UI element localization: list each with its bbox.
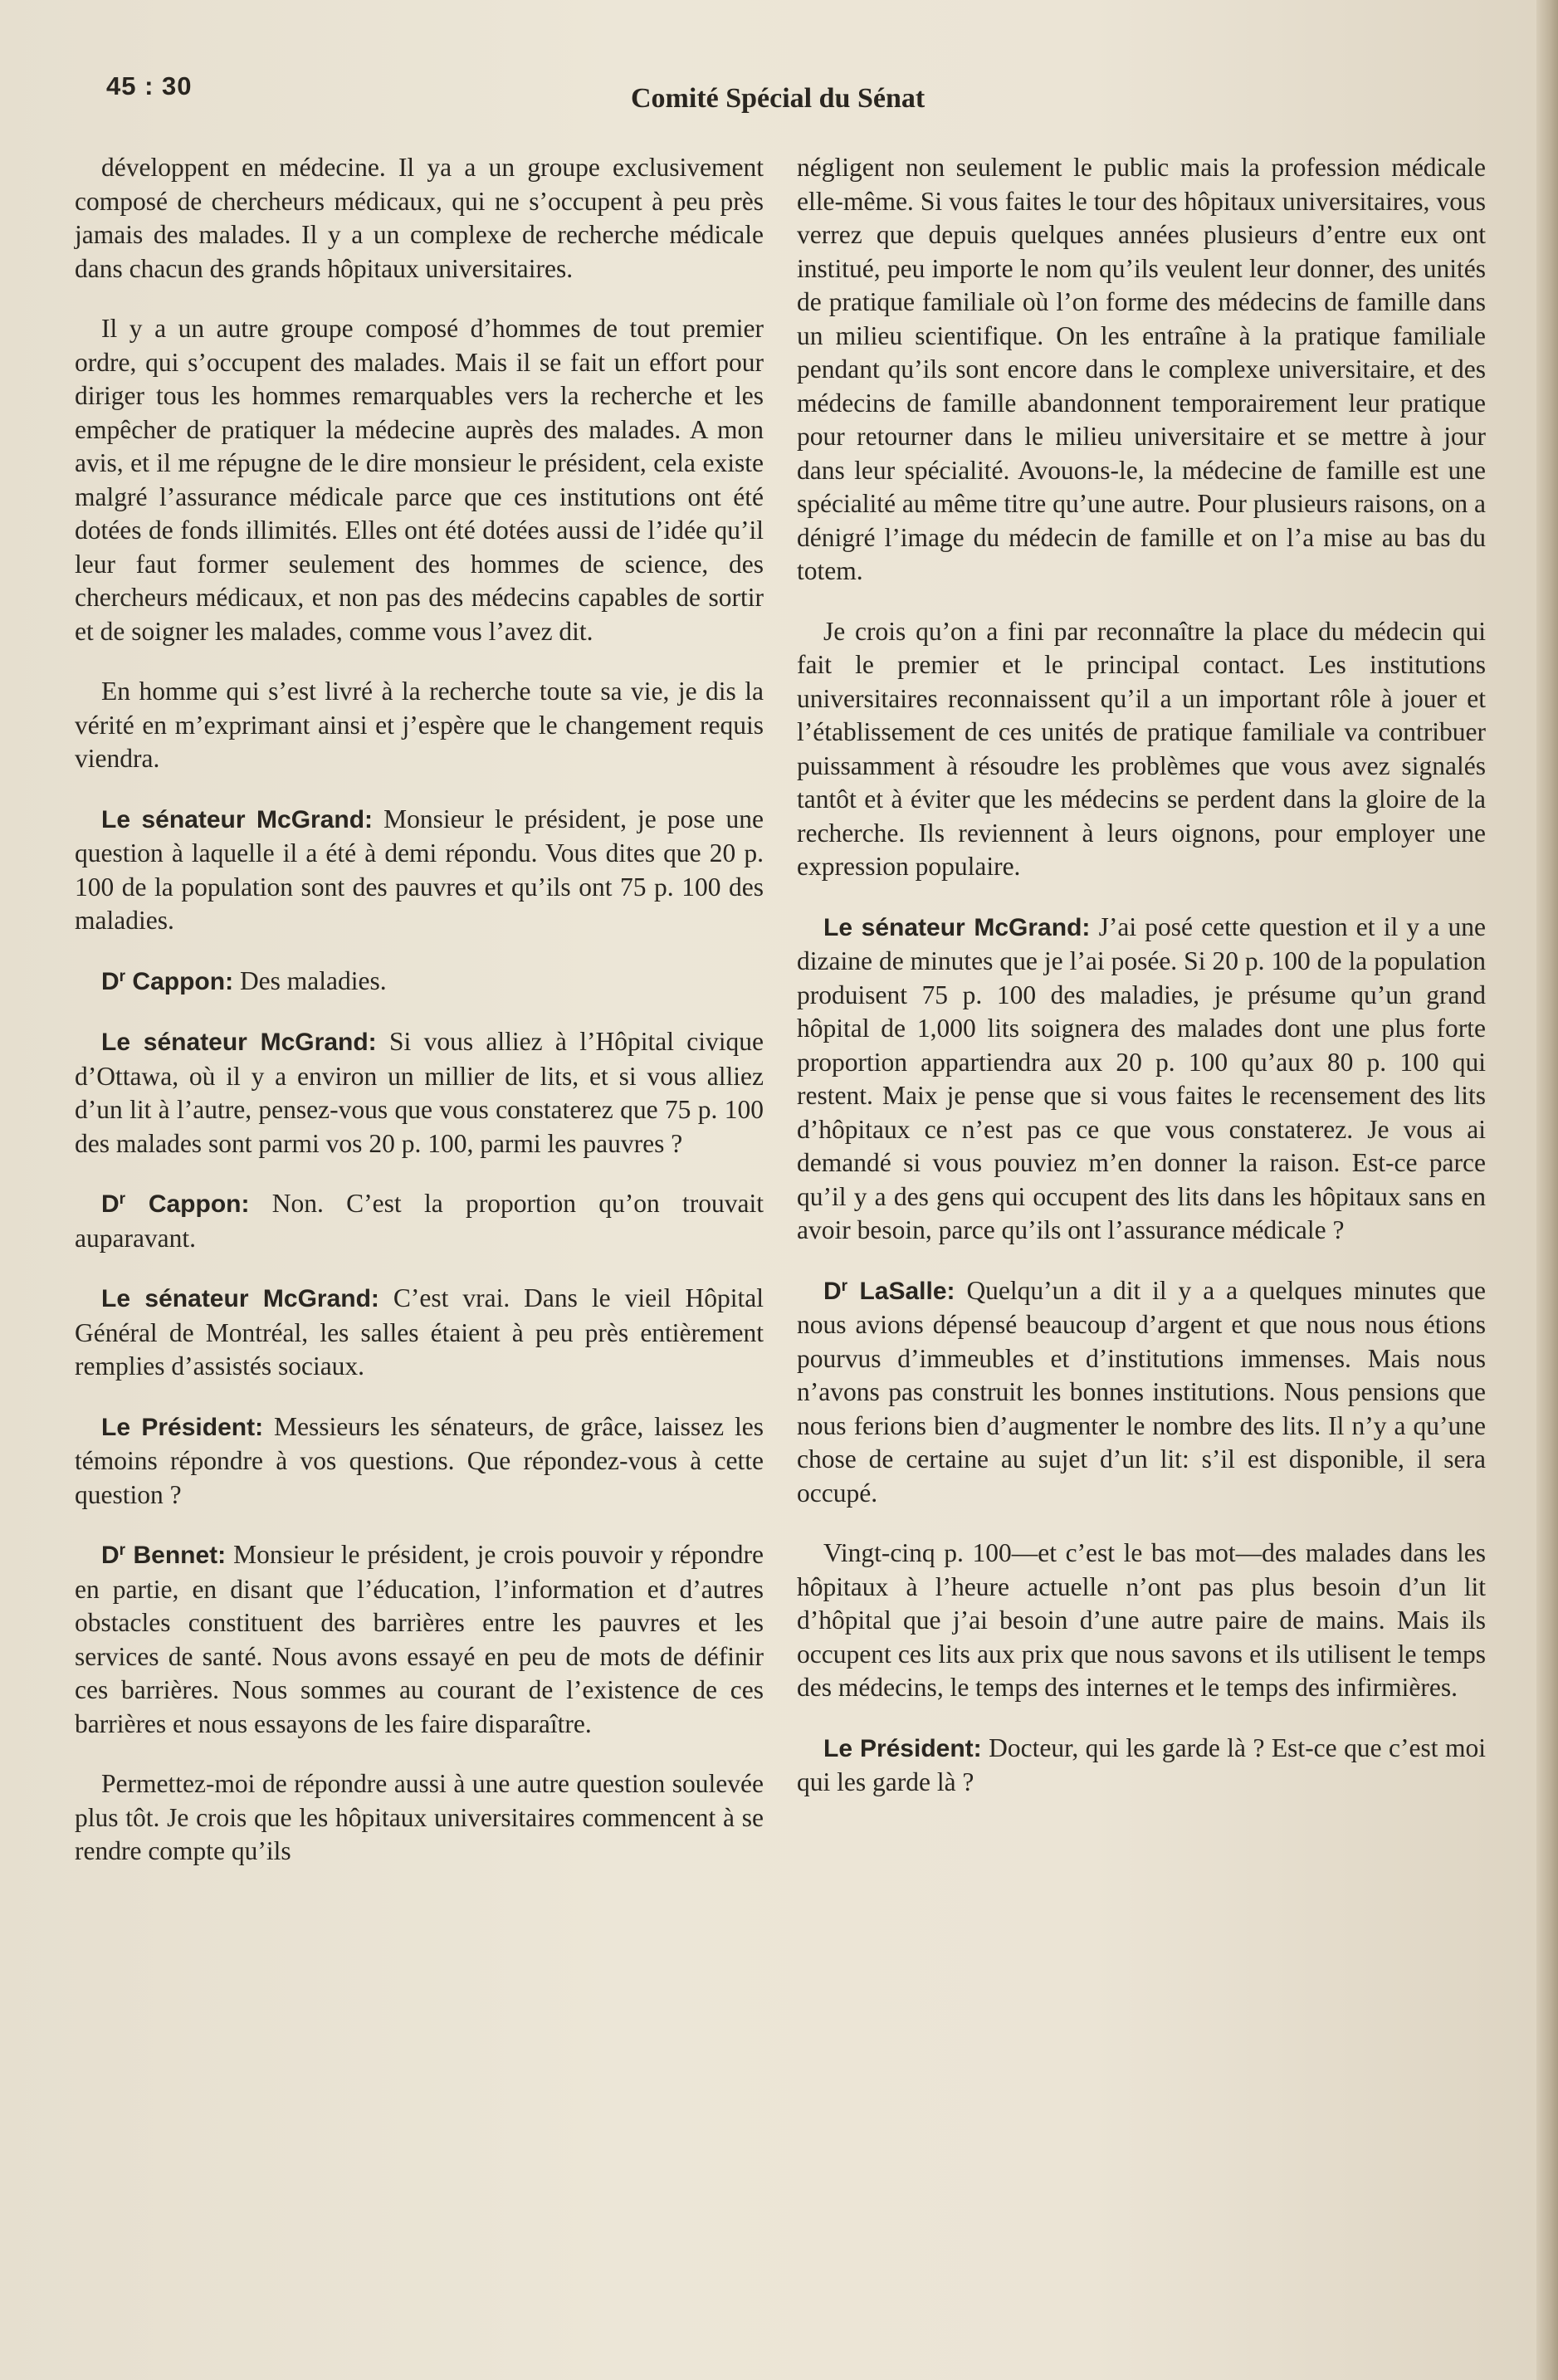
- paragraph-text: négligent non seulement le public mais la profession médicale elle-même. Si vous faites le tour des hôpitaux universitaires, vous verrez que depuis quelques années plusieurs d’entre eux ont institué, peu importe le nom qu’ils veulent leur donner, des unités de pratique familiale où l’on forme des médecins de famille dans un milieu scientifique. On les entraîne à la pratique familiale pendant qu’ils sont encore dans le complexe universitaire, et des médecins de famille abandonnent temporairement leur pratique pour retourner dans le milieu universitaire et se mettre à jour dans leur spécialité. Avouons-le, la médecine de famille est une spécialité au même titre qu’une autre. Pour plusieurs raisons, on a dénigré l’image du médecin de famille et on l’a mise au bas du totem.: [797, 153, 1486, 585]
- speaker-surname: Cappon:: [148, 1190, 250, 1218]
- speaker-name: [101, 1190, 249, 1218]
- speaker-title-superscript: r: [119, 1542, 126, 1559]
- paragraph: [797, 1537, 1486, 1705]
- right-column: [797, 151, 1486, 1826]
- speaker-surname: LaSalle:: [859, 1277, 955, 1305]
- paragraph: [75, 312, 764, 648]
- speaker-name: [823, 1278, 955, 1305]
- speech-text: Docteur, qui les garde là ? Est-ce que c’est moi qui les garde là ?: [797, 1732, 1486, 1796]
- paragraph: [75, 151, 764, 286]
- speaker-name: Le sénateur McGrand:: [101, 1285, 379, 1312]
- speech-paragraph: [75, 965, 764, 999]
- running-head: Comité Spécial du Sénat: [631, 83, 926, 114]
- speaker-name: Le sénateur McGrand:: [101, 1029, 377, 1056]
- speaker-name: Le Président:: [823, 1734, 982, 1762]
- speech-text: J’ai posé cette question et il y a une dizaine de minutes que je l’ai posée. Si 20 p. 100 de la population produisent 75 p. 100 des maladies, je présume qu’un grand hôpital de 1,000 lits soignera des malades dont une plus forte proportion appartiendra aux 20 p. 100 qu’aux 80 p. 100 qui restent. Maix je pense que si vous faites le recensement des lits d’hôpitaux ce n’est pas ce que vous constaterez. Je vous ai demandé si vous pouviez m’en donner la raison. Est-ce parce qu’il y a des gens qui occupent des lits dans les hôpitaux sans en avoir besoin, parce qu’ils ont l’assurance médicale ?: [797, 911, 1486, 1244]
- speaker-title: D: [823, 1277, 842, 1305]
- paragraph-text: Permettez-moi de répondre aussi à une autre question soulevée plus tôt. Je crois que les hôpitaux universitaires commencent à se rendre compte qu’ils: [75, 1769, 764, 1865]
- speech-text: Quelqu’un a dit il y a a quelques minutes que nous avions dépensé beaucoup d’argent et que nous nous étions pourvus d’immeubles et d’institutions immenses. Mais nous n’avons pas construit les bonnes institutions. Nous pensions que nous ferions bien d’augmenter le nombre des lits. Il n’y a qu’une chose de certaine au sujet d’un lit: s’il est disponible, il sera occupé.: [797, 1275, 1487, 1508]
- paragraph: [75, 1767, 764, 1869]
- paragraph-text: En homme qui s’est livré à la recherche toute sa vie, je dis la vérité en m’exprimant ainsi et j’espère que le changement requis viendra.: [75, 677, 764, 773]
- paragraph-text: développent en médecine. Il ya a un groupe exclusivement composé de chercheurs médicaux, qui ne s’occupent à peu près jamais des malades. Il y a un complexe de recherche médicale dans chacun des grands hôpitaux universitaires.: [75, 153, 764, 283]
- speaker-title-superscript: r: [841, 1277, 848, 1295]
- speaker-name: Le Président:: [101, 1413, 264, 1441]
- speaker-title-superscript: r: [119, 967, 126, 985]
- speaker-name: Le sénateur McGrand:: [101, 805, 374, 833]
- speech-paragraph: [75, 1282, 764, 1384]
- paragraph-text: Je crois qu’on a fini par reconnaître la place du médecin qui fait le premier et le principal contact. Les institutions universitaires reconnaissent qu’il a un important rôle à jouer et l’établissement de ces unités de pratique familiale va contribuer puissamment à résoudre les problèmes que vous avez signalés tantôt et à éviter que les médecins se perdent dans la gloire de la recherche. Ils reviennent à leurs oignons, pour employer une expression populaire.: [797, 616, 1486, 881]
- paragraph-text: Il y a un autre groupe composé d’hommes de tout premier ordre, qui s’occupent des malades. Mais il se fait un effort pour diriger tous les hommes remarquables vers la recherche et les empêcher de pratiquer la médecine auprès des malades. A mon avis, et il me répugne de le dire monsieur le président, cela existe malgré l’assurance médicale parce que ces institutions ont été dotées de fonds illimités. Elles ont été dotées aussi de l’idée qu’il leur faut former seulement des hommes de science, des chercheurs médicaux, et non pas des médecins capables de sortir et de soigner les malades, comme vous l’avez dit.: [75, 314, 764, 646]
- paragraph-text: Vingt-cinq p. 100—et c’est le bas mot—des malades dans les hôpitaux à l’heure actuelle n’ont pas plus besoin d’un lit d’hôpital que j’ai besoin d’une autre paire de mains. Mais ils occupent ces lits aux prix que nous savons et ils utilisent le temps des médecins, le temps des internes et le temps des infirmières.: [797, 1538, 1486, 1702]
- speaker-title-superscript: r: [119, 1190, 126, 1208]
- speech-paragraph: [797, 1732, 1486, 1800]
- speaker-name: [101, 1542, 226, 1569]
- speech-text: Monsieur le président, je crois pouvoir y répondre en partie, en disant que l’éducation, l’information et d’autres obstacles constituent des barrières entre les pauvres et les services de santé. Nous avons essayé en peu de mots de définir ces barrières. Nous sommes au courant de l’existence de ces barrières et nous essayons de les faire disparaître.: [75, 1540, 764, 1738]
- speech-paragraph: [75, 803, 764, 938]
- speaker-surname: Cappon:: [132, 967, 234, 995]
- speaker-title: D: [101, 1542, 120, 1569]
- speech-paragraph: [797, 911, 1486, 1248]
- speech-text: Si vous alliez à l’Hôpital civique d’Ottawa, où il y a environ un millier de lits, et si vous alliez d’un lit à l’autre, pensez-vous que vous constaterez que 75 p. 100 des malades sont parmi vos 20 p. 100, parmi les pauvres ?: [75, 1027, 764, 1158]
- speech-paragraph: [797, 1274, 1486, 1511]
- speaker-surname: Bennet:: [133, 1542, 227, 1569]
- speech-text: Monsieur le président, je pose une question à laquelle il a été à demi répondu. Vous dites que 20 p. 100 de la population sont des pauvres et qu’ils ont 75 p. 100 des maladies.: [75, 804, 764, 935]
- book-spine-shadow: [1536, 0, 1558, 2380]
- speaker-title: D: [101, 967, 120, 995]
- speaker-name: [101, 968, 233, 995]
- speech-paragraph: [75, 1025, 764, 1161]
- speech-paragraph: [75, 1410, 764, 1513]
- paragraph-continuation: [797, 151, 1486, 589]
- left-column: [75, 151, 764, 1895]
- speech-text: Messieurs les sénateurs, de grâce, laissez les témoins répondre à vos questions. Que répondez-vous à cette question ?: [75, 1411, 764, 1509]
- speaker-name: Le sénateur McGrand:: [823, 913, 1091, 941]
- speech-text: Non. C’est la proportion qu’on trouvait auparavant.: [75, 1189, 764, 1253]
- page-number: 45 : 30: [106, 71, 193, 100]
- speech-text: Des maladies.: [239, 965, 387, 995]
- speech-paragraph: [75, 1187, 764, 1255]
- paragraph: [75, 675, 764, 776]
- paragraph: [797, 615, 1486, 884]
- speech-text: C’est vrai. Dans le vieil Hôpital Général de Montréal, les salles étaient à peu près entièrement remplies d’assistés sociaux.: [75, 1283, 764, 1381]
- speech-paragraph: [75, 1538, 764, 1741]
- speaker-title: D: [101, 1190, 120, 1218]
